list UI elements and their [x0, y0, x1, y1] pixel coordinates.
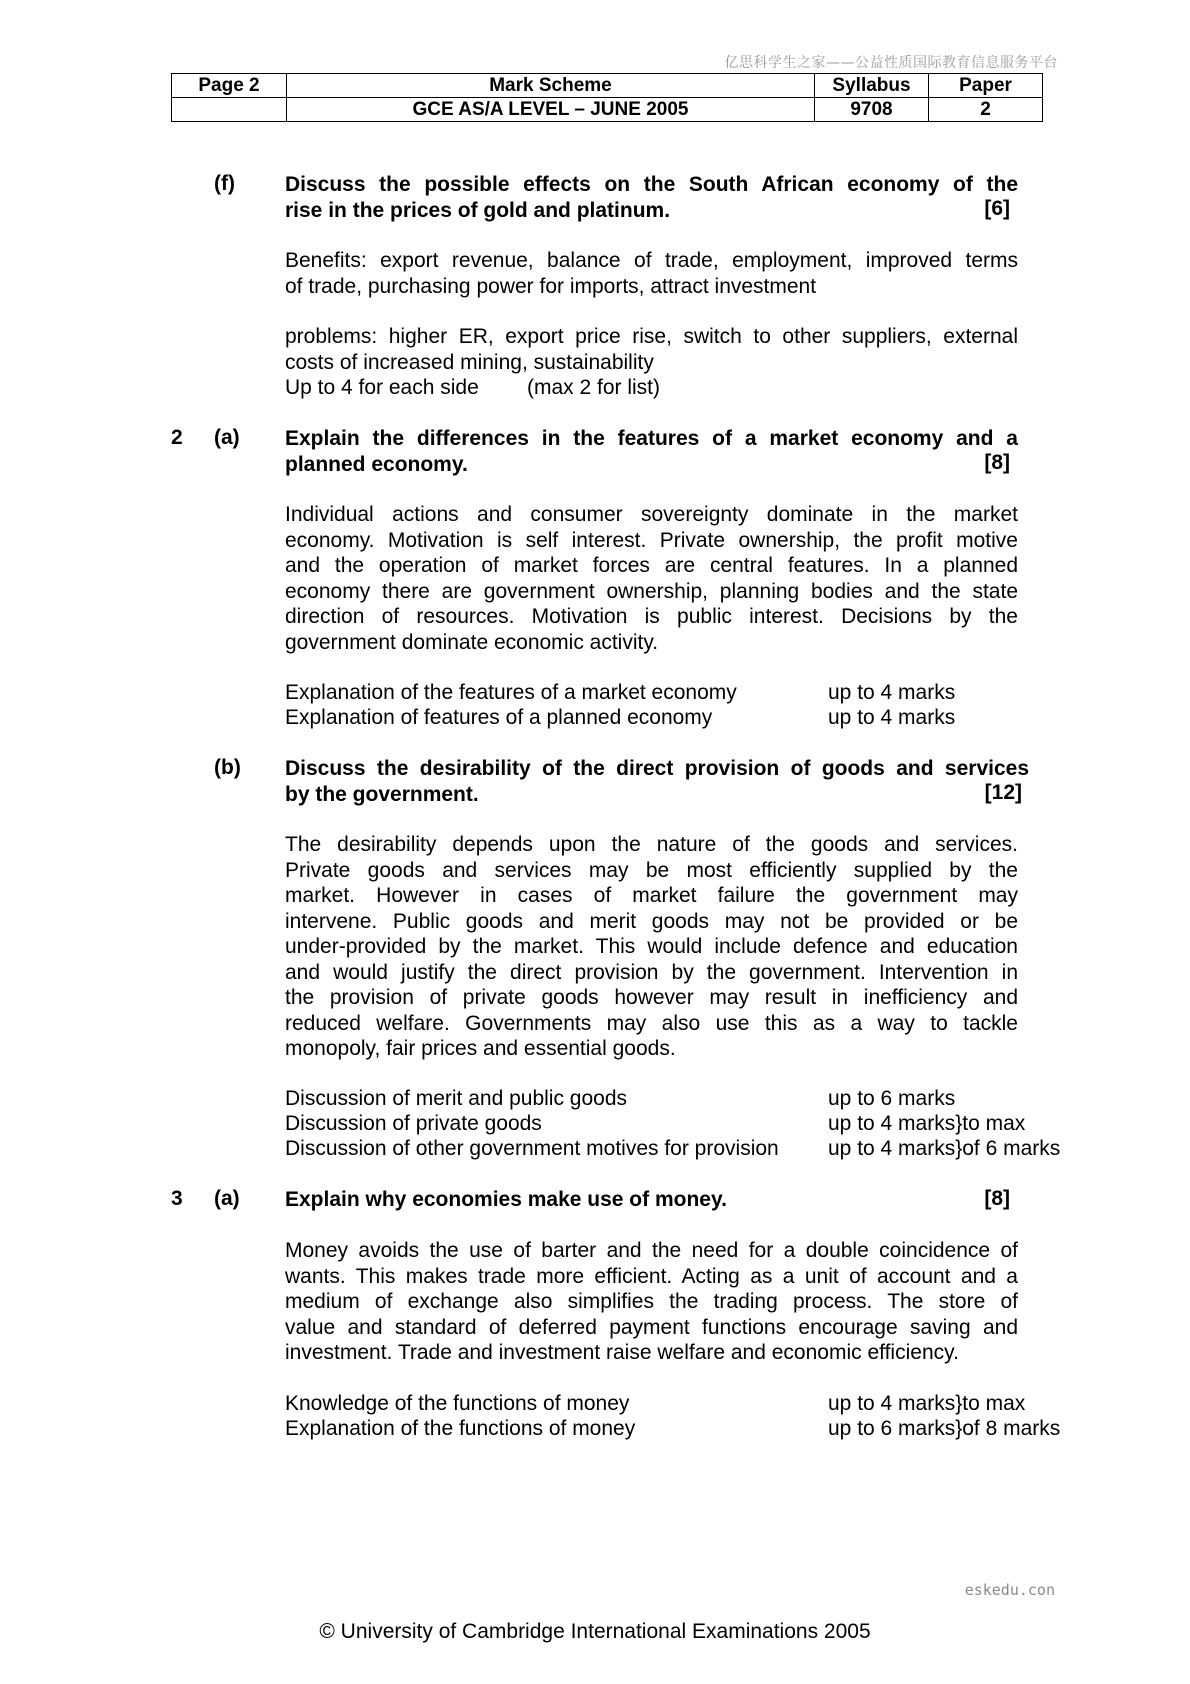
paper-number: 2: [929, 98, 1043, 122]
scheme-mark: up to 4 marks}to max: [828, 1392, 1026, 1415]
page-number: Page 2: [172, 74, 287, 98]
answer-line: Individual actions and consumer sovereignty dominate in the market: [285, 503, 1018, 526]
scheme-item: Discussion of merit and public goods: [285, 1087, 628, 1110]
question-part: (a): [214, 1187, 240, 1210]
answer-paragraph: [285, 832, 1018, 1062]
marks-allocation: [12]: [984, 781, 1022, 804]
answer-line: problems: higher ER, export price rise, switch to other suppliers, external: [285, 325, 1018, 348]
watermark-bottom: eskedu.con: [964, 1581, 1055, 1599]
answer-line: government dominate economic activity.: [285, 630, 659, 654]
answer-paragraph: [285, 502, 1018, 655]
answer-line: of trade, purchasing power for imports, attract investment: [285, 274, 817, 298]
scheme-item: Explanation of the features of a market economy: [285, 681, 737, 704]
question-line: rise in the prices of gold and platinum.: [285, 198, 671, 222]
header-table: [171, 73, 1043, 122]
answer-benefits: [285, 248, 1018, 299]
answer-line: the provision of private goods however may result in inefficiency and: [285, 986, 1018, 1009]
marking-note: [285, 375, 661, 401]
answer-line: Money avoids the use of barter and the need for a double coincidence of: [285, 1239, 1018, 1262]
scheme-mark: up to 4 marks}to max: [828, 1112, 1026, 1135]
syllabus-code: 9708: [815, 98, 929, 122]
scheme-row: [285, 680, 956, 706]
question-line: planned economy.: [285, 452, 468, 476]
marks-allocation: [8]: [984, 1187, 1010, 1210]
scheme-mark: up to 4 marks: [828, 681, 956, 704]
answer-line: medium of exchange also simplifies the trading process. The store of: [285, 1290, 1018, 1313]
scheme-row: [285, 1136, 1061, 1162]
paper-label: Paper: [929, 74, 1043, 98]
scheme-row: [285, 1416, 1061, 1442]
answer-line: value and standard of deferred payment functions encourage saving and: [285, 1315, 1018, 1339]
scheme-item: Explanation of the functions of money: [285, 1417, 636, 1440]
question-text: [285, 756, 1029, 807]
marks-allocation: [6]: [984, 197, 1010, 220]
answer-problems: [285, 324, 1018, 375]
watermark-top: 亿思科学生之家——公益性质国际教育信息服务平台: [724, 55, 1058, 71]
answer-line: economy there are government ownership, planning bodies and the state: [285, 579, 1018, 603]
header-title: Mark Scheme: [287, 74, 815, 98]
answer-line: monopoly, fair prices and essential goods.: [285, 1037, 676, 1060]
answer-paragraph: [285, 1238, 1018, 1366]
scheme-mark: up to 6 marks: [828, 1087, 956, 1110]
exam-title: GCE AS/A LEVEL – JUNE 2005: [287, 98, 815, 122]
answer-line: reduced welfare. Governments may also use this as a way to tackle: [285, 1011, 1018, 1035]
note-text: Up to 4 for each side: [285, 376, 479, 399]
question-part: (b): [214, 756, 241, 779]
answer-line: under-provided by the market. This would include defence and education: [285, 935, 1018, 958]
scheme-mark: up to 4 marks}of 6 marks: [828, 1137, 1061, 1160]
question-number: 3: [171, 1187, 183, 1210]
question-part: (f): [214, 172, 235, 195]
question-line: by the government.: [285, 782, 479, 806]
answer-line: The desirability depends upon the nature of the goods and services.: [285, 833, 1018, 856]
note-text: (max 2 for list): [527, 376, 661, 399]
marks-allocation: [8]: [984, 451, 1010, 474]
answer-line: and the operation of market forces are central features. In a planned: [285, 554, 1018, 577]
answer-line: intervene. Public goods and merit goods may not be provided or be: [285, 909, 1018, 933]
scheme-item: Discussion of other government motives for provision: [285, 1137, 779, 1160]
answer-line: Benefits: export revenue, balance of trade, employment, improved terms: [285, 249, 1018, 272]
question-text: [285, 1187, 1018, 1213]
scheme-row: [285, 1111, 1026, 1137]
question-text: [285, 426, 1018, 477]
scheme-row: [285, 705, 956, 731]
scheme-mark: up to 6 marks}of 8 marks: [828, 1417, 1061, 1440]
question-text: [285, 172, 1018, 223]
copyright-footer: © University of Cambridge International Examinations 2005: [319, 1620, 871, 1643]
answer-line: economy. Motivation is self interest. Private ownership, the profit motive: [285, 528, 1018, 552]
scheme-row: [285, 1086, 956, 1112]
question-part: (a): [214, 426, 240, 449]
blank-cell: [172, 98, 287, 122]
question-line: Explain the differences in the features of a market economy and a: [285, 427, 1018, 450]
scheme-row: [285, 1391, 1026, 1417]
answer-line: Private goods and services may be most efficiently supplied by the: [285, 858, 1018, 882]
answer-line: and would justify the direct provision by the government. Intervention in: [285, 960, 1018, 984]
question-line: Discuss the possible effects on the South African economy of the: [285, 173, 1018, 196]
question-number: 2: [171, 426, 183, 449]
scheme-item: Explanation of features of a planned economy: [285, 706, 713, 729]
scheme-mark: up to 4 marks: [828, 706, 956, 729]
answer-line: investment. Trade and investment raise welfare and economic efficiency.: [285, 1341, 959, 1364]
answer-line: costs of increased mining, sustainability: [285, 350, 654, 374]
scheme-item: Knowledge of the functions of money: [285, 1392, 630, 1415]
syllabus-label: Syllabus: [815, 74, 929, 98]
answer-line: wants. This makes trade more efficient. Acting as a unit of account and a: [285, 1264, 1018, 1288]
answer-line: direction of resources. Motivation is public interest. Decisions by the: [285, 605, 1018, 628]
answer-line: market. However in cases of market failure the government may: [285, 884, 1018, 907]
scheme-item: Discussion of private goods: [285, 1112, 542, 1135]
question-line: Explain why economies make use of money.: [285, 1188, 727, 1211]
question-line: Discuss the desirability of the direct provision of goods and services: [285, 757, 1029, 780]
